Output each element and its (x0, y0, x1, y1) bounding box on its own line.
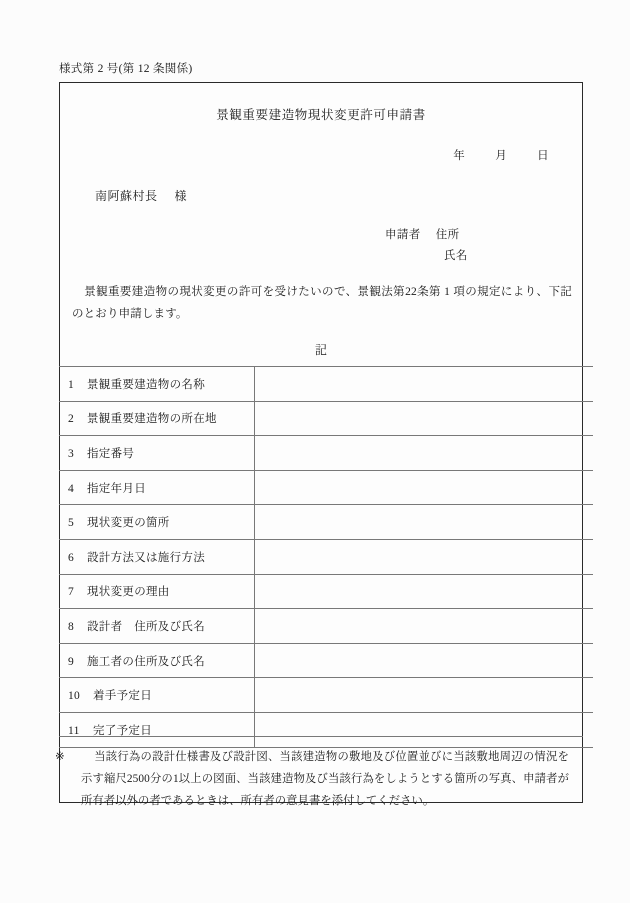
row-number: 9 (68, 655, 75, 668)
ki-heading: 記 (314, 343, 327, 357)
applicant-block (385, 225, 468, 268)
row-number: 7 (68, 586, 75, 599)
row-number: 5 (68, 517, 75, 530)
addressee-name: 南阿蘇村長 (95, 189, 158, 203)
addressee-line (95, 187, 187, 204)
applicant-address-label: 住所 (435, 229, 460, 241)
row-label: 施工者の住所及び氏名 (87, 655, 205, 668)
table-row (59, 574, 593, 609)
date-day-label: 日 (537, 150, 549, 162)
row-label: 設計方法又は施行方法 (87, 551, 205, 564)
table-row (59, 367, 593, 402)
form-number-label: 様式第 2 号(第 12 条関係) (59, 63, 193, 75)
row-label-cell (59, 436, 255, 471)
row-value-cell[interactable] (255, 401, 594, 436)
row-label-cell (59, 643, 255, 678)
row-number: 6 (68, 551, 75, 564)
attachment-note (55, 736, 583, 812)
table-row (59, 609, 593, 644)
row-label: 完了予定日 (93, 724, 152, 737)
date-line (453, 147, 549, 163)
row-label: 着手予定日 (93, 690, 152, 703)
addressee-honorific: 様 (174, 189, 188, 203)
row-label-cell (59, 678, 255, 713)
row-value-cell[interactable] (255, 678, 594, 713)
row-value-cell[interactable] (255, 574, 594, 609)
row-label: 景観重要建造物の所在地 (87, 413, 217, 426)
row-value-cell[interactable] (255, 609, 594, 644)
row-label: 指定年月日 (87, 482, 146, 495)
page-title: 景観重要建造物現状変更許可申請書 (216, 108, 426, 122)
row-value-cell[interactable] (255, 470, 594, 505)
row-label-cell (59, 574, 255, 609)
row-label-cell (59, 401, 255, 436)
row-value-cell[interactable] (255, 367, 594, 402)
note-marker: ※ (55, 751, 65, 763)
row-label-cell (59, 367, 255, 402)
row-value-cell[interactable] (255, 643, 594, 678)
row-number: 8 (68, 620, 75, 633)
application-items-body (59, 367, 593, 748)
row-label: 設計者 住所及び氏名 (87, 620, 205, 633)
table-row (59, 505, 593, 540)
date-year-label: 年 (453, 150, 466, 162)
table-row (59, 539, 593, 574)
table-row (59, 643, 593, 678)
row-number: 4 (68, 482, 75, 495)
body-paragraph-text: 景観重要建造物の現状変更の許可を受けたいので、景観法第22条第 1 項の規定により、下記のとおり申請します。 (72, 286, 572, 321)
row-value-cell[interactable] (255, 505, 594, 540)
table-row (59, 436, 593, 471)
row-label-cell (59, 470, 255, 505)
application-items-table (59, 366, 593, 748)
application-form-frame (55, 82, 583, 808)
applicant-address-row (385, 225, 468, 246)
row-number: 2 (68, 413, 75, 426)
row-number: 10 (68, 690, 81, 703)
row-number: 3 (68, 447, 75, 460)
applicant-name-label: 氏名 (444, 250, 468, 263)
row-label: 景観重要建造物の名称 (87, 378, 205, 391)
row-label-cell (59, 609, 255, 644)
row-number: 11 (68, 724, 80, 737)
applicant-name-row (385, 246, 468, 267)
date-month-label: 月 (495, 150, 508, 162)
row-number: 1 (68, 378, 75, 391)
applicant-label: 申請者 (385, 229, 421, 241)
row-value-cell[interactable] (255, 436, 594, 471)
row-label-cell (59, 505, 255, 540)
table-row (59, 470, 593, 505)
table-row (59, 678, 593, 713)
row-label: 指定番号 (87, 447, 135, 460)
note-text: 当該行為の設計仕様書及び設計図、当該建造物の敷地及び位置並びに当該敷地周辺の情況を示す縮尺2500分の1以上の図面、当該建造物及び当該行為をしようとする箇所の写真、申請者が所有者以外の者であるときは、所有者の意見書を添付してください。 (81, 751, 569, 808)
row-label-cell (59, 539, 255, 574)
row-label: 現状変更の理由 (87, 586, 170, 599)
row-value-cell[interactable] (255, 539, 594, 574)
body-paragraph (72, 281, 572, 326)
table-row (59, 401, 593, 436)
row-label: 現状変更の箇所 (87, 517, 170, 530)
